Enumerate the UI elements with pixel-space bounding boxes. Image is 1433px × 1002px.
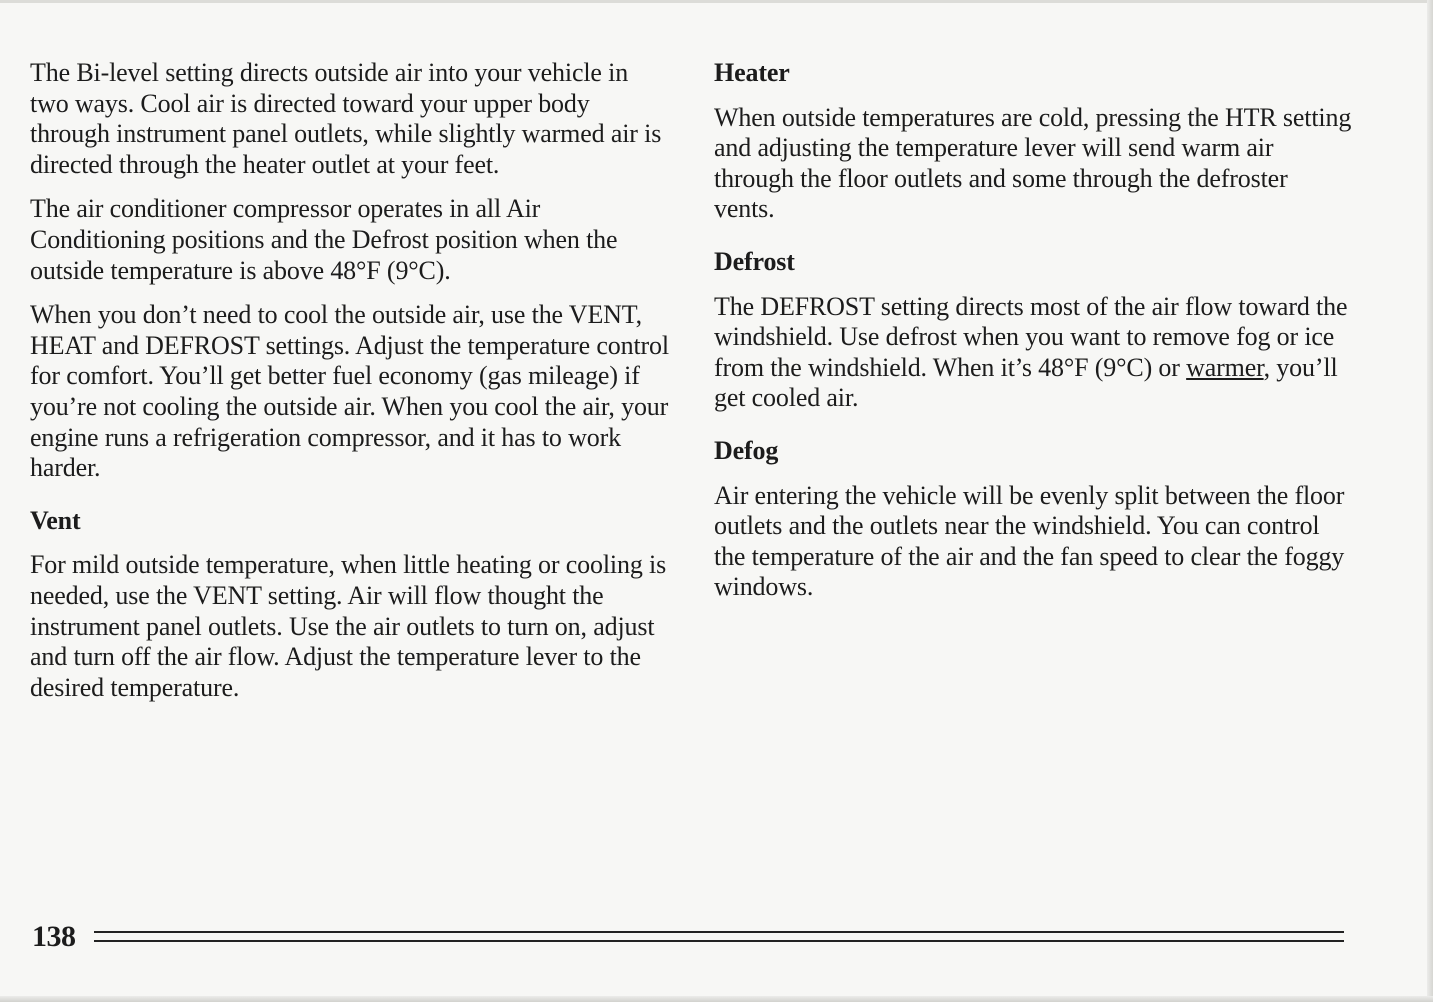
- bi-level-paragraph: The Bi-level setting directs outside air into your vehicle in two ways. Cool air is directed toward your upper body through instrument panel outlets, while slightly warmed air is directed through the heater outlet at your feet.: [30, 58, 662, 179]
- page-number: 138: [32, 920, 76, 953]
- defrost-text-start: The DEFROST setting directs most of the air flow toward the windshield. Use defrost when you want to remove fog or ice from the windshield. When it’s 48°F (9°C) or: [714, 291, 1348, 382]
- defrost-text-end: , you’ll get cooled air.: [714, 352, 1338, 413]
- compressor-paragraph: The air conditioner compressor operates in all Air Conditioning positions and the Defrost position when the outside temperature is above 48°F (9°C).: [30, 194, 618, 285]
- footer-rule-top: [94, 931, 1344, 933]
- defrost-paragraph: [714, 292, 1354, 414]
- page-edge-right: [1427, 0, 1433, 1002]
- left-column: [30, 58, 670, 717]
- vent-heading: Vent: [30, 505, 81, 535]
- heater-heading: Heater: [714, 58, 790, 87]
- heater-paragraph: When outside temperatures are cold, pressing the HTR setting and adjusting the temperature lever will send warm air through the floor outlets and some through the defroster vents.: [714, 102, 1352, 224]
- right-column: [714, 58, 1354, 617]
- page-footer: [30, 918, 1350, 958]
- defrost-text-underlined: warmer: [1186, 352, 1264, 382]
- page-edge-top: [0, 0, 1433, 3]
- vent-paragraph: For mild outside temperature, when little heating or cooling is needed, use the VENT setting. Air will flow thought the instrument panel outlets. Use the air outlets to turn on, adjust and turn off the air flow. Adjust the temperature lever to the desired temperature.: [30, 550, 667, 702]
- defog-heading: Defog: [714, 435, 779, 465]
- page-edge-bottom: [0, 996, 1433, 1002]
- defrost-heading: Defrost: [714, 246, 795, 276]
- fuel-economy-paragraph: When you don’t need to cool the outside air, use the VENT, HEAT and DEFROST settings. Adjust the temperature control for comfort. You’ll get better fuel economy (gas mileage) if you’re not cooling the outside air. When you cool the air, your engine runs a refrigeration compressor, and it has to work harder.: [30, 300, 669, 483]
- defog-paragraph: Air entering the vehicle will be evenly split between the floor outlets and the outlets near the windshield. You can control the temperature of the air and the fan speed to clear the foggy windows.: [714, 480, 1345, 602]
- footer-rule-bottom: [94, 940, 1344, 942]
